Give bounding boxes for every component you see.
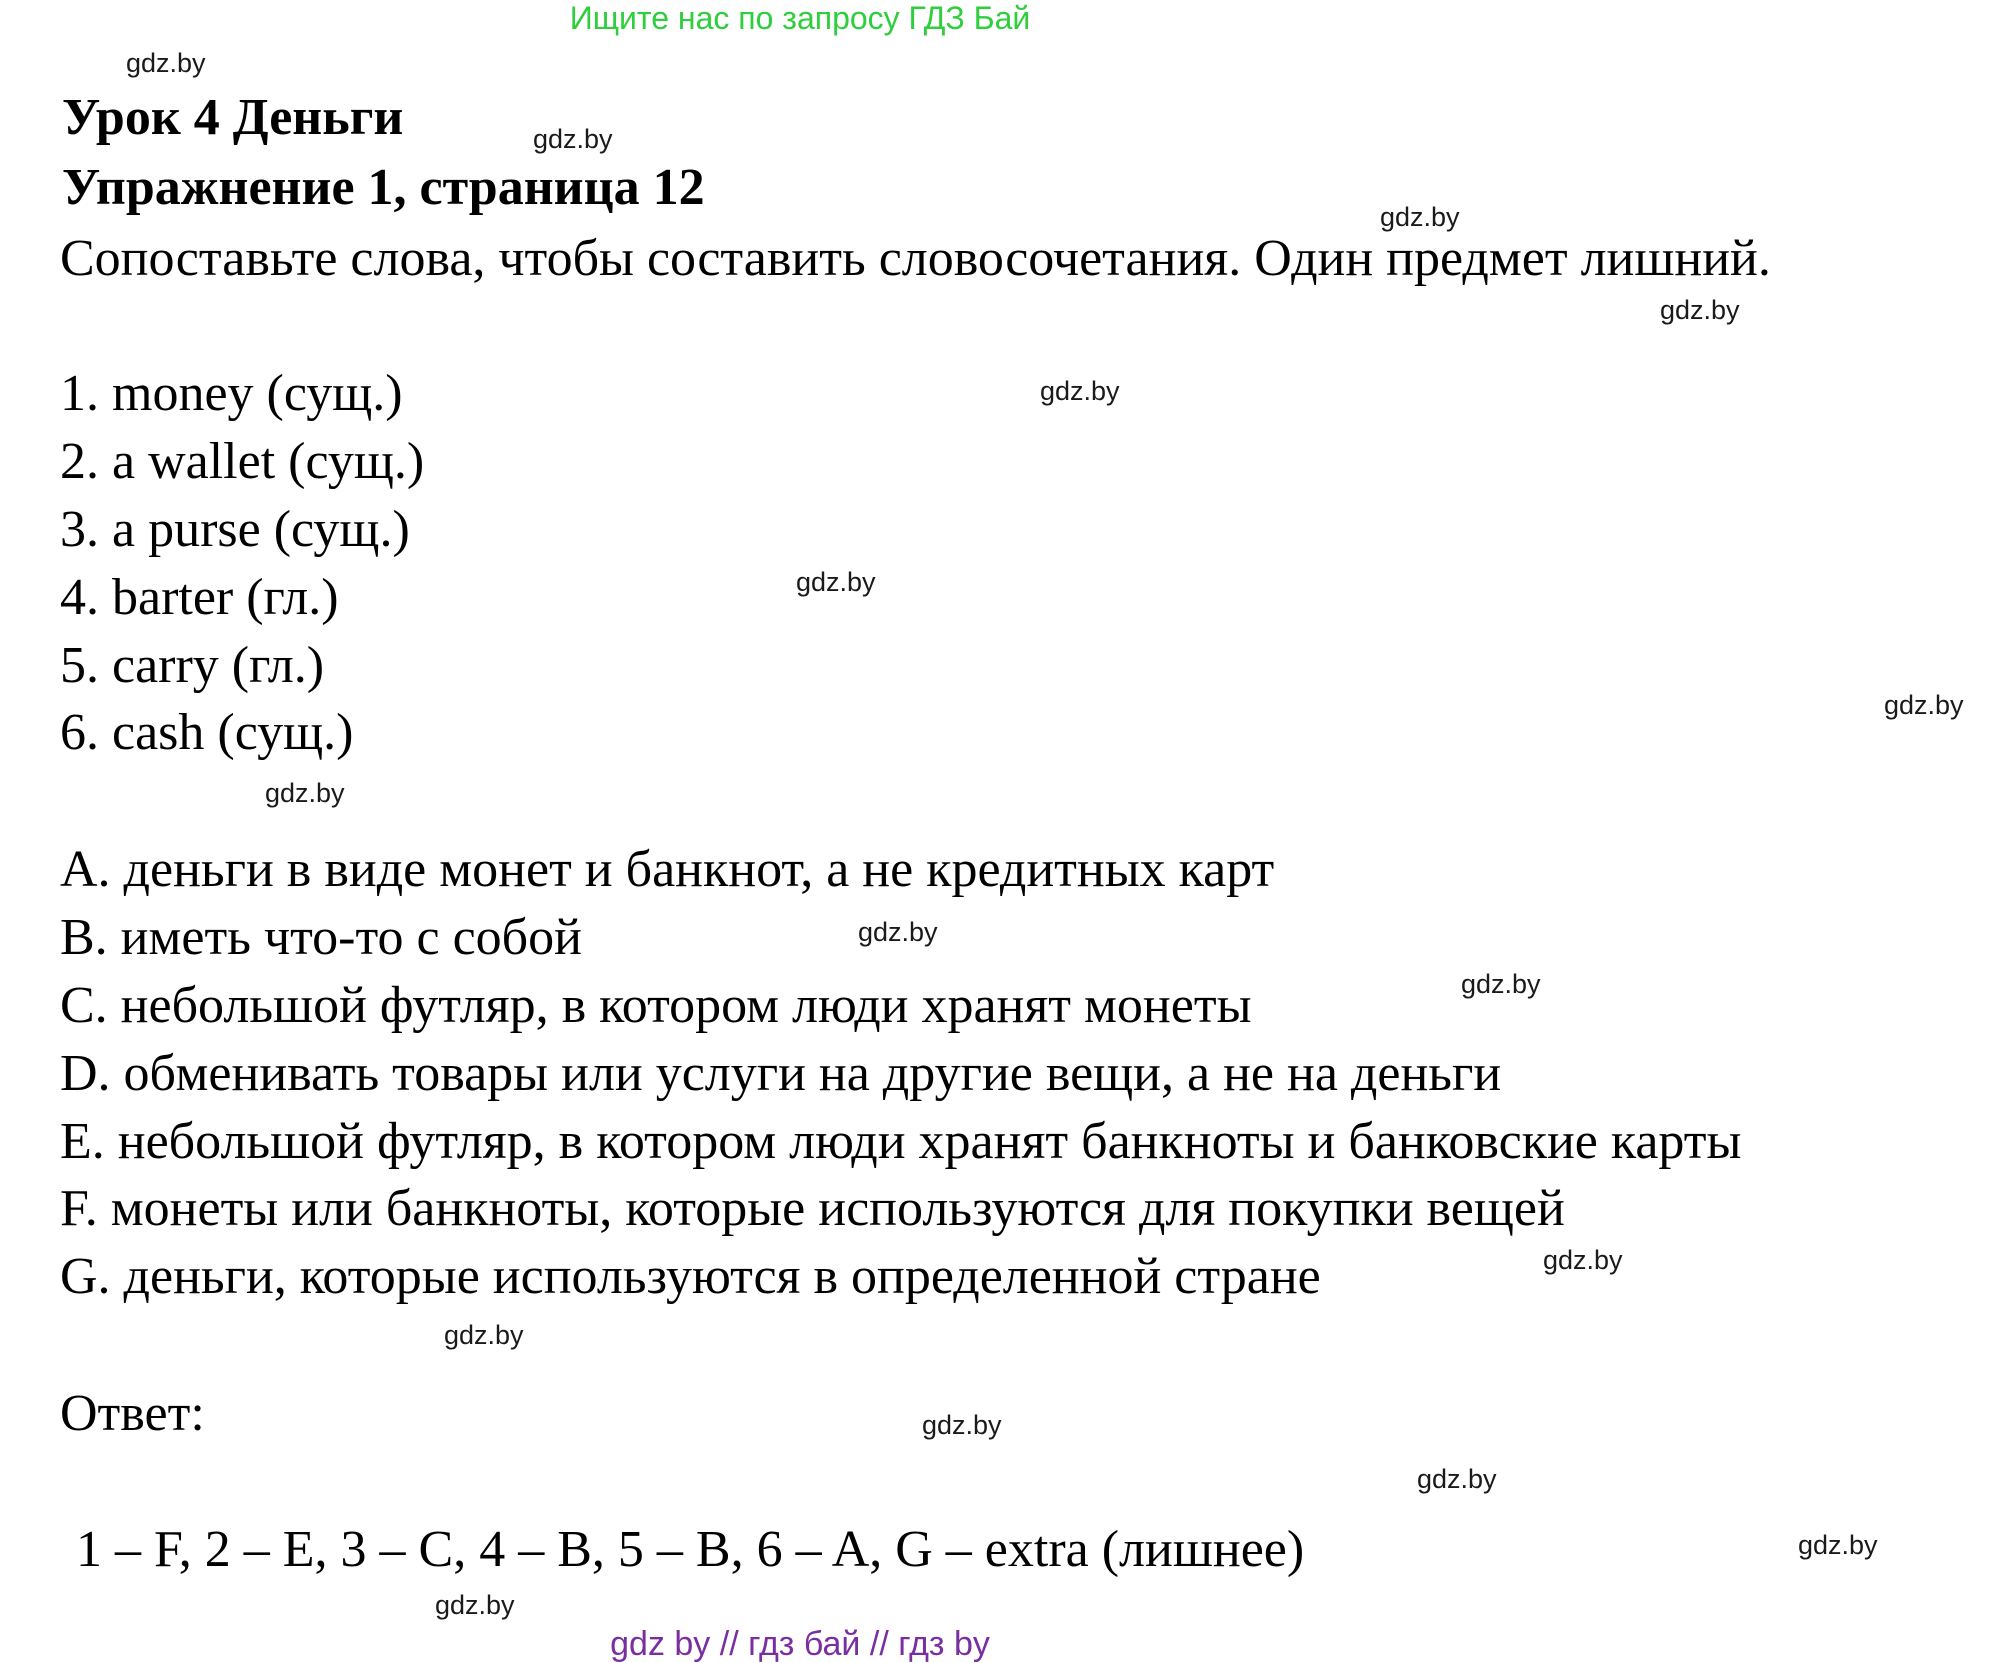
watermark: gdz.by bbox=[1417, 1464, 1497, 1494]
answer-text: 1 – F, 2 – E, 3 – C, 4 – B, 5 – B, 6 – A, G – extra (лишнее) bbox=[76, 1521, 1305, 1578]
word-item-2: 2. a wallet (сущ.) bbox=[60, 433, 425, 490]
exercise-title: Упражнение 1, страница 12 bbox=[62, 159, 705, 216]
answer-label: Ответ: bbox=[60, 1385, 205, 1442]
definition-e: E. небольшой футляр, в котором люди хранят банкноты и банковские карты bbox=[60, 1113, 1742, 1170]
task-text: Сопоставьте слова, чтобы составить словосочетания. Один предмет лишний. bbox=[60, 230, 1771, 287]
definition-f: F. монеты или банкноты, которые используются для покупки вещей bbox=[60, 1180, 1565, 1237]
word-item-6: 6. cash (сущ.) bbox=[60, 704, 354, 761]
watermark: gdz.by bbox=[922, 1410, 1002, 1440]
watermark: gdz.by bbox=[435, 1590, 515, 1620]
definition-c: C. небольшой футляр, в котором люди хранят монеты bbox=[60, 977, 1252, 1034]
watermark: gdz.by bbox=[126, 48, 206, 78]
word-item-5: 5. carry (гл.) bbox=[60, 637, 325, 694]
watermark: gdz.by bbox=[796, 567, 876, 597]
footer-links: gdz by // гдз бай // гдз by bbox=[610, 1625, 990, 1663]
definition-d: D. обменивать товары или услуги на другие вещи, а не на деньги bbox=[60, 1045, 1502, 1102]
watermark: gdz.by bbox=[1040, 376, 1120, 406]
watermark: gdz.by bbox=[265, 778, 345, 808]
definition-a: A. деньги в виде монет и банкнот, а не кредитных карт bbox=[60, 841, 1275, 898]
watermark: gdz.by bbox=[1660, 295, 1740, 325]
watermark: gdz.by bbox=[858, 917, 938, 947]
watermark: gdz.by bbox=[444, 1320, 524, 1350]
watermark: gdz.by bbox=[1461, 969, 1541, 999]
watermark: gdz.by bbox=[1543, 1245, 1623, 1275]
watermark: gdz.by bbox=[1798, 1530, 1878, 1560]
watermark: gdz.by bbox=[1884, 690, 1964, 720]
definition-g: G. деньги, которые используются в определенной стране bbox=[60, 1248, 1321, 1305]
watermark: gdz.by bbox=[1380, 202, 1460, 232]
word-item-3: 3. a purse (сущ.) bbox=[60, 501, 410, 558]
top-banner: Ищите нас по запросу ГДЗ Бай bbox=[569, 0, 1031, 36]
definition-b: B. иметь что-то с собой bbox=[60, 909, 582, 966]
word-item-1: 1. money (сущ.) bbox=[60, 365, 403, 422]
word-item-4: 4. barter (гл.) bbox=[60, 569, 339, 626]
lesson-title: Урок 4 Деньги bbox=[62, 89, 404, 146]
watermark: gdz.by bbox=[533, 124, 613, 154]
